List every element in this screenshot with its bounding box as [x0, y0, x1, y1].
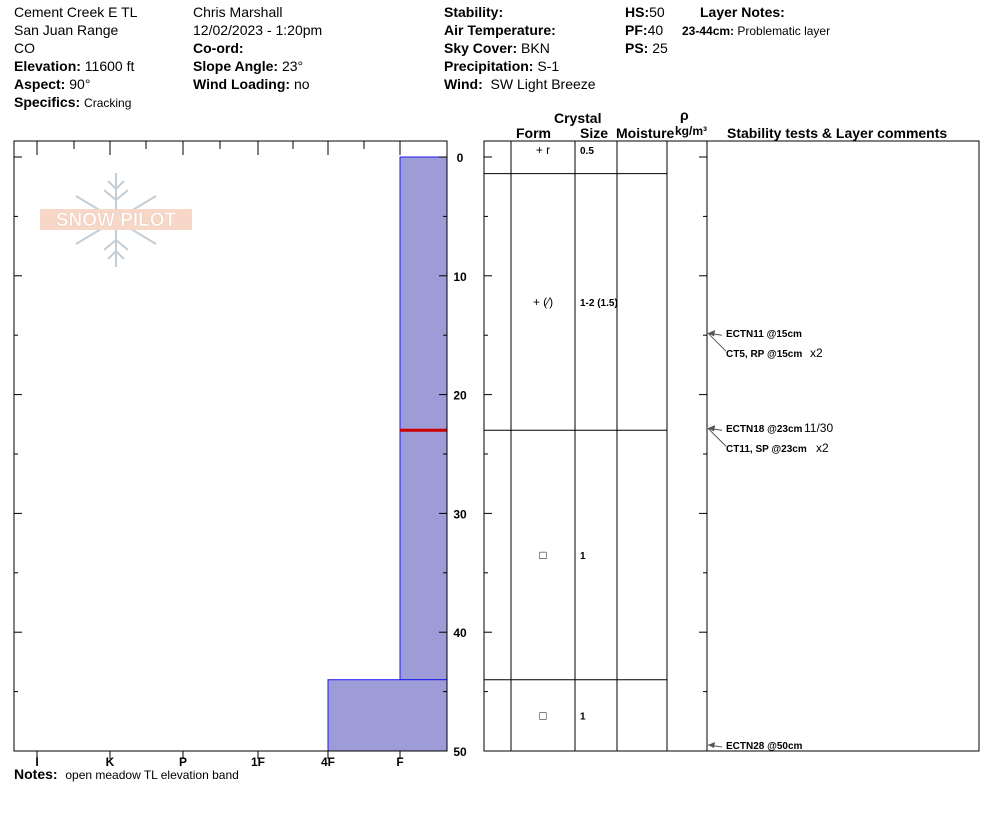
hardness-label: F [396, 755, 404, 769]
layer-size: 0.5 [580, 146, 594, 157]
wind-value: SW Light Breeze [490, 76, 596, 92]
precip-value: S-1 [537, 58, 560, 74]
air-temp-label: Air Temperature: [444, 22, 556, 38]
depth-label: 10 [453, 269, 467, 284]
depth-label: 0 [456, 151, 464, 165]
pf-label: PF: [625, 22, 648, 38]
hardness-label: 1F [250, 755, 266, 769]
elevation-value: 11600 ft [84, 58, 135, 74]
layer-note-range: 23-44cm: [682, 24, 735, 38]
stability-test-label: ECTN11 @15cm [726, 329, 802, 341]
stability-test-extra: 11/30 [804, 421, 834, 436]
layer-size: 1 [580, 550, 586, 562]
layer-form: □ [539, 708, 547, 723]
wind-loading-label: Wind Loading: [193, 76, 291, 92]
sky-cover-label: Sky Cover: [444, 40, 518, 56]
depth-label: 20 [453, 388, 467, 403]
stability-arrowhead [708, 330, 715, 336]
stability-arrow [708, 333, 726, 351]
depth-label: 50 [453, 745, 467, 759]
col-crystal: Crystal [554, 110, 602, 126]
notes-text: open meadow TL elevation band [65, 768, 239, 782]
coord-label: Co-ord: [193, 40, 244, 56]
hs-label: HS: [625, 4, 650, 20]
layer-notes-label: Layer Notes: [700, 4, 785, 20]
wind-loading-value: no [293, 76, 310, 92]
location-name: Cement Creek E TL [14, 4, 138, 20]
ps-value: 25 [652, 40, 668, 56]
layer-form: + (⁄) [532, 294, 554, 309]
sky-cover-value: BKN [521, 40, 550, 56]
mountain-range: San Juan Range [14, 22, 119, 38]
notes-label: Notes: [14, 766, 58, 782]
specifics-value: Cracking [84, 96, 132, 110]
slope-label: Slope Angle: [193, 58, 279, 74]
col-rho: ρ [680, 107, 689, 123]
col-form: Form [516, 125, 551, 141]
hardness-plot-frame [14, 141, 447, 751]
stability-arrowhead [708, 425, 715, 431]
aspect-value: 90° [69, 76, 91, 92]
pf-value: 40 [647, 22, 664, 38]
stability-test-label: ECTN28 @50cm [726, 741, 803, 752]
stability-test-extra: x2 [816, 441, 829, 456]
hardness-label: K [105, 755, 115, 769]
hardness-bar [400, 157, 447, 680]
layer-form: □ [539, 547, 547, 562]
hs-value: 50 [649, 4, 665, 20]
hardness-label: P [178, 755, 188, 769]
elevation-label: Elevation: [14, 58, 81, 74]
layer-form: + r [535, 143, 551, 157]
specifics-label: Specifics: [14, 94, 81, 110]
depth-label: 40 [453, 626, 467, 641]
stability-arrow [708, 428, 726, 446]
wind-label: Wind: [444, 76, 483, 92]
layer-note-text: Problematic layer [737, 24, 831, 38]
layer-size: 1 [580, 711, 586, 723]
depth-label: 30 [453, 507, 467, 522]
col-moisture: Moisture [616, 125, 675, 141]
observation-datetime: 12/02/2023 - 1:20pm [193, 22, 323, 38]
hardness-label: I [35, 755, 39, 769]
stability-test-label: ECTN18 @23cm [726, 424, 803, 436]
layer-size: 1-2 (1.5) [580, 297, 618, 309]
precip-label: Precipitation: [444, 58, 534, 74]
stability-test-extra: x2 [810, 346, 823, 361]
col-density-unit: kg/m³ [675, 124, 708, 138]
snowpilot-logo [40, 173, 192, 267]
hardness-bar [328, 680, 447, 751]
observer-name: Chris Marshall [193, 4, 283, 20]
aspect-label: Aspect: [14, 76, 66, 92]
hardness-label: 4F [320, 755, 336, 769]
slope-value: 23° [281, 58, 304, 74]
logo-text: SNOW PILOT [55, 210, 177, 231]
stability-arrowhead [708, 742, 715, 748]
stability-test-label: CT11, SP @23cm [726, 444, 807, 456]
stability-tests [708, 329, 833, 752]
ps-label: PS: [625, 40, 649, 56]
col-stability: Stability tests & Layer comments [727, 125, 948, 141]
stability-label: Stability: [444, 4, 504, 20]
col-size: Size [580, 125, 609, 141]
hardness-plot [14, 141, 467, 769]
stability-test-label: CT5, RP @15cm [726, 349, 803, 361]
state: CO [14, 40, 35, 56]
